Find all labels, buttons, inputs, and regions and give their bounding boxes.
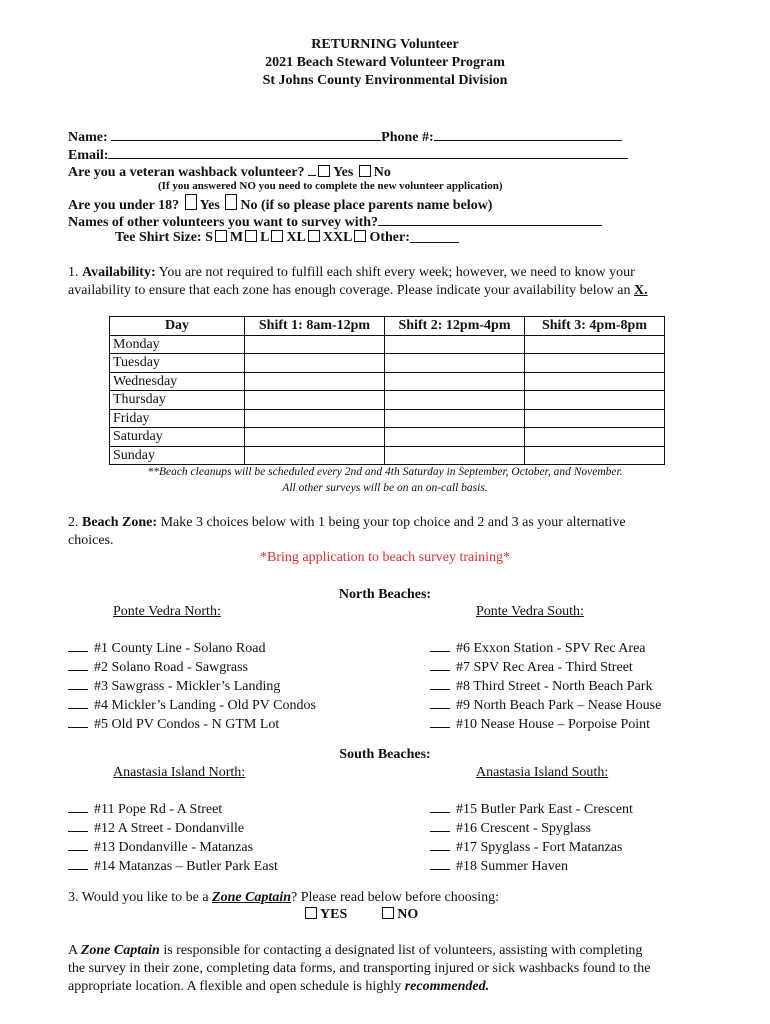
under18-yes-checkbox[interactable] bbox=[185, 194, 197, 210]
header-line3: St Johns County Environmental Division bbox=[262, 73, 508, 88]
zone-captain-q-pre: 3. Would you like to be a bbox=[68, 890, 209, 905]
zone-rank-blank[interactable] bbox=[68, 857, 88, 870]
column-header-shift3: Shift 3: 4pm-8pm bbox=[525, 317, 665, 336]
ai-south-heading: Anastasia Island South: bbox=[476, 765, 609, 780]
list-item: #1 County Line - Solano Road bbox=[68, 639, 316, 658]
south-left-list bbox=[68, 800, 278, 876]
table-row bbox=[110, 372, 665, 391]
zone-rank-blank[interactable] bbox=[68, 677, 88, 690]
availability-text2: availability to ensure that each zone has enough coverage. Please indicate your availability below an bbox=[68, 283, 631, 298]
shift-cell[interactable] bbox=[245, 372, 385, 391]
availability-number: 1. bbox=[68, 265, 79, 280]
header-line2: 2021 Beach Steward Volunteer Program bbox=[265, 55, 505, 70]
others-row bbox=[68, 212, 602, 231]
availability-text1: You are not required to fulfill each shift every week; however, we need to know your bbox=[158, 265, 635, 280]
list-item: #11 Pope Rd - A Street bbox=[68, 800, 278, 819]
list-item: #8 Third Street - North Beach Park bbox=[430, 677, 661, 696]
zone-captain-no-checkbox[interactable] bbox=[382, 907, 394, 919]
zone-captain-options bbox=[303, 907, 418, 923]
zone-rank-blank[interactable] bbox=[68, 715, 88, 728]
north-right-list bbox=[430, 639, 661, 734]
zone-captain-yes-label: YES bbox=[320, 907, 348, 922]
zone-rank-blank[interactable] bbox=[68, 800, 88, 813]
column-header-day: Day bbox=[110, 317, 245, 336]
ai-north-heading: Anastasia Island North: bbox=[113, 765, 246, 780]
shift-cell[interactable] bbox=[385, 372, 525, 391]
north-left-list bbox=[68, 639, 316, 734]
shift-cell[interactable] bbox=[385, 446, 525, 465]
table-row bbox=[110, 446, 665, 465]
list-item: #5 Old PV Condos - N GTM Lot bbox=[68, 715, 316, 734]
zone-rank-blank[interactable] bbox=[430, 819, 450, 832]
name-field[interactable] bbox=[111, 127, 381, 141]
veteran-yes-label: Yes bbox=[333, 165, 354, 180]
pv-south-heading: Ponte Vedra South: bbox=[476, 604, 584, 619]
list-item: #16 Crescent - Spyglass bbox=[430, 819, 633, 838]
list-item: #7 SPV Rec Area - Third Street bbox=[430, 658, 661, 677]
zone-rank-blank[interactable] bbox=[68, 658, 88, 671]
beach-zone-text1: Make 3 choices below with 1 being your top choice and 2 and 3 as your alternative bbox=[160, 515, 626, 530]
phone-field[interactable] bbox=[434, 127, 622, 141]
shirt-row bbox=[115, 230, 459, 246]
zone-captain-desc-3 bbox=[68, 979, 489, 995]
table-row bbox=[110, 354, 665, 373]
list-item: #17 Spyglass - Fort Matanzas bbox=[430, 838, 633, 857]
shift-cell[interactable] bbox=[525, 335, 665, 354]
list-item: #14 Matanzas – Butler Park East bbox=[68, 857, 278, 876]
veteran-no-label: No bbox=[373, 165, 391, 180]
beach-zone-line2: choices. bbox=[68, 533, 114, 548]
pv-north-heading: Ponte Vedra North: bbox=[113, 604, 221, 619]
veteran-blank bbox=[308, 162, 316, 176]
desc-line1: is responsible for contacting a designated list of volunteers, assisting with completing bbox=[163, 943, 643, 958]
south-right-list bbox=[430, 800, 633, 876]
list-item: #10 Nease House – Porpoise Point bbox=[430, 715, 661, 734]
list-item: #18 Summer Haven bbox=[430, 857, 633, 876]
table-row bbox=[110, 335, 665, 354]
header-line1: RETURNING Volunteer bbox=[311, 37, 459, 52]
zone-rank-blank[interactable] bbox=[430, 857, 450, 870]
table-header-row bbox=[110, 317, 665, 336]
shift-cell[interactable] bbox=[385, 428, 525, 447]
shift-cell[interactable] bbox=[385, 354, 525, 373]
size-l-label: L bbox=[260, 230, 270, 245]
cleanup-note: **Beach cleanups will be scheduled every 2nd and 4th Saturday in September, October, and November. bbox=[147, 466, 623, 478]
size-l-checkbox[interactable] bbox=[271, 230, 283, 242]
day-cell: Thursday bbox=[110, 391, 245, 410]
under18-no-label: No bbox=[240, 198, 258, 213]
email-field[interactable] bbox=[108, 145, 628, 159]
oncall-note: All other surveys will be on an on-call basis. bbox=[282, 482, 488, 494]
size-m-checkbox[interactable] bbox=[245, 230, 257, 242]
zone-rank-blank[interactable] bbox=[430, 838, 450, 851]
others-field[interactable] bbox=[378, 212, 602, 226]
shift-cell[interactable] bbox=[525, 354, 665, 373]
phone-label: Phone #: bbox=[381, 130, 434, 145]
column-header-shift1: Shift 1: 8am-12pm bbox=[245, 317, 385, 336]
veteran-note: (If you answered NO you need to complete the new volunteer application) bbox=[158, 180, 503, 192]
beach-zone-title: Beach Zone: bbox=[82, 515, 158, 530]
veteran-question: Are you a veteran washback volunteer? bbox=[68, 165, 305, 180]
under18-yes-label: Yes bbox=[199, 198, 220, 213]
shift-cell[interactable] bbox=[245, 354, 385, 373]
day-cell: Tuesday bbox=[110, 354, 245, 373]
desc-recommended: recommended. bbox=[404, 979, 490, 994]
zone-rank-blank[interactable] bbox=[430, 800, 450, 813]
zone-captain-desc-1 bbox=[68, 943, 642, 959]
list-item: #9 North Beach Park – Nease House bbox=[430, 696, 661, 715]
shift-cell[interactable] bbox=[525, 446, 665, 465]
zone-rank-blank[interactable] bbox=[68, 696, 88, 709]
zone-rank-blank[interactable] bbox=[68, 639, 88, 652]
desc-a: A bbox=[68, 943, 78, 958]
shift-cell[interactable] bbox=[525, 372, 665, 391]
shift-cell[interactable] bbox=[525, 391, 665, 410]
table-row bbox=[110, 409, 665, 428]
size-other-label: Other: bbox=[369, 230, 410, 245]
desc-line3: appropriate location. A flexible and open schedule is highly bbox=[68, 979, 402, 994]
email-label: Email: bbox=[68, 148, 109, 163]
size-xxl-checkbox[interactable] bbox=[354, 230, 366, 242]
list-item: #13 Dondanville - Matanzas bbox=[68, 838, 278, 857]
shift-cell[interactable] bbox=[245, 391, 385, 410]
list-item: #2 Solano Road - Sawgrass bbox=[68, 658, 316, 677]
size-xl-label: XL bbox=[286, 230, 306, 245]
zone-rank-blank[interactable] bbox=[430, 715, 450, 728]
under18-no-checkbox[interactable] bbox=[225, 194, 237, 210]
shirt-label: Tee Shirt Size: S bbox=[115, 230, 213, 245]
veteran-row bbox=[68, 162, 391, 181]
availability-title: Availability: bbox=[82, 265, 156, 280]
table-row bbox=[110, 391, 665, 410]
size-other-field[interactable]: _______ bbox=[409, 230, 459, 245]
shift-cell[interactable] bbox=[385, 335, 525, 354]
shift-cell[interactable] bbox=[385, 391, 525, 410]
under18-row bbox=[68, 194, 492, 214]
day-cell: Sunday bbox=[110, 446, 245, 465]
shift-cell[interactable] bbox=[245, 335, 385, 354]
zone-captain-no-label: NO bbox=[397, 907, 419, 922]
beach-zone-number: 2. bbox=[68, 515, 79, 530]
size-s-checkbox[interactable] bbox=[215, 230, 227, 242]
zone-rank-blank[interactable] bbox=[68, 838, 88, 851]
training-reminder: *Bring application to beach survey training* bbox=[260, 550, 510, 565]
beach-zone-line1 bbox=[68, 515, 626, 531]
list-item: #4 Mickler’s Landing - Old PV Condos bbox=[68, 696, 316, 715]
day-cell: Saturday bbox=[110, 428, 245, 447]
zone-rank-blank[interactable] bbox=[68, 819, 88, 832]
shift-cell[interactable] bbox=[245, 428, 385, 447]
zone-captain-term: Zone Captain bbox=[212, 890, 292, 905]
table-row bbox=[110, 428, 665, 447]
size-xl-checkbox[interactable] bbox=[308, 230, 320, 242]
zone-captain-yes-checkbox[interactable] bbox=[305, 907, 317, 919]
desc-term: Zone Captain bbox=[80, 943, 160, 958]
zone-captain-question bbox=[68, 890, 499, 906]
shift-cell[interactable] bbox=[245, 446, 385, 465]
availability-table bbox=[109, 316, 665, 465]
name-label: Name: bbox=[68, 130, 108, 145]
column-header-shift2: Shift 2: 12pm-4pm bbox=[385, 317, 525, 336]
zone-rank-blank[interactable] bbox=[430, 639, 450, 652]
availability-line2 bbox=[68, 283, 648, 299]
others-question: Names of other volunteers you want to survey with? bbox=[68, 215, 379, 230]
zone-rank-blank[interactable] bbox=[430, 658, 450, 671]
zone-captain-q-post: ? Please read below before choosing: bbox=[291, 890, 499, 905]
under18-question: Are you under 18? bbox=[68, 198, 180, 213]
list-item: #15 Butler Park East - Crescent bbox=[430, 800, 633, 819]
veteran-yes-checkbox[interactable] bbox=[318, 165, 330, 177]
zone-rank-blank[interactable] bbox=[430, 696, 450, 709]
shift-cell[interactable] bbox=[525, 428, 665, 447]
day-cell: Friday bbox=[110, 409, 245, 428]
day-cell: Monday bbox=[110, 335, 245, 354]
availability-mark: X. bbox=[634, 283, 648, 298]
veteran-no-checkbox[interactable] bbox=[359, 165, 371, 177]
name-phone-row bbox=[68, 127, 622, 146]
shift-cell[interactable] bbox=[245, 409, 385, 428]
availability-line1 bbox=[68, 265, 635, 281]
size-xxl-label: XXL bbox=[322, 230, 353, 245]
south-beaches-heading: South Beaches: bbox=[339, 747, 431, 762]
shift-cell[interactable] bbox=[525, 409, 665, 428]
list-item: #12 A Street - Dondanville bbox=[68, 819, 278, 838]
day-cell: Wednesday bbox=[110, 372, 245, 391]
zone-captain-desc-2: the survey in their zone, completing data forms, and transporting injured or sick washbacks found to the bbox=[68, 961, 651, 976]
north-beaches-heading: North Beaches: bbox=[338, 587, 432, 602]
under18-suffix: (if so please place parents name below) bbox=[260, 198, 493, 213]
list-item: #6 Exxon Station - SPV Rec Area bbox=[430, 639, 661, 658]
shift-cell[interactable] bbox=[385, 409, 525, 428]
list-item: #3 Sawgrass - Mickler’s Landing bbox=[68, 677, 316, 696]
size-m-label: M bbox=[229, 230, 244, 245]
zone-rank-blank[interactable] bbox=[430, 677, 450, 690]
